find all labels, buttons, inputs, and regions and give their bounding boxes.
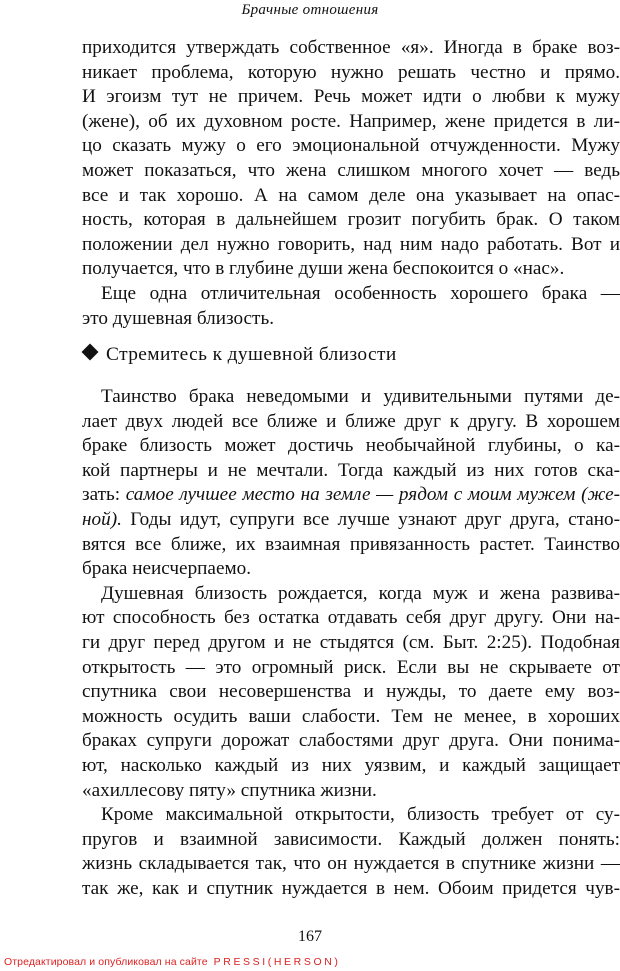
text-line: [82, 508, 620, 533]
text-line: спутника свои несовершенства и нужды, то даете ему воз-: [82, 681, 620, 703]
text-line: ют способность без остатка отдавать себя друг другу. Они на-: [82, 607, 620, 629]
italic-quote: самое лучшее место на земле — рядом с моим мужем (же-: [125, 484, 620, 506]
page-number: 167: [298, 928, 322, 945]
section-heading-text: Стремитесь к душевной близости: [106, 344, 397, 365]
text-line: И эгоизм тут не причем. Речь может идти о любви к мужу: [82, 86, 620, 108]
text-line: «ахиллесову пяту» спутника жизни.: [82, 779, 377, 801]
paragraph: [82, 282, 620, 331]
text-line: вятся все ближе, их взаимная привязанность растет. Таинство: [82, 533, 620, 555]
paragraph: [82, 36, 620, 282]
paragraph: [82, 803, 620, 901]
text-line: ги друг перед другом и не стыдятся (см. Быт. 2:25). Подобная: [82, 631, 620, 653]
text-line: может показаться, что жена слишком многого хочет — ведь: [82, 159, 620, 181]
credit-text: Отредактировал и опубликовал на сайте: [4, 956, 208, 968]
text-line: браках супруги дорожат слабостями друг друга. Они понима-: [82, 730, 620, 752]
text-line: можность осудить ваши слабости. Тем не менее, в хороших: [82, 705, 620, 727]
site-name: PRESSI(HERSON): [213, 956, 341, 968]
text-line: положении дел нужно говорить, над ним надо работать. Вот и: [82, 233, 620, 255]
text-line: цо сказать мужу о его эмоциональной отчужденности. Мужу: [82, 135, 620, 157]
text-line: Таинство брака неведомыми и удивительными путями де-: [101, 386, 620, 407]
text-line: так же, как и спутник нуждается в нем. Обоим придется чув-: [82, 877, 620, 899]
text-line: браке близость может достичь необычайной глубины, о ка-: [82, 435, 620, 457]
body-text-top: [82, 36, 620, 331]
footer-credit: [4, 956, 341, 968]
text-line: (жене), об их духовном росте. Например, жене придется в ли-: [82, 110, 620, 132]
text-line: никает проблема, которую нужно решать честно и прямо.: [82, 61, 620, 83]
text-fragment: Годы идут, супруги все лучше узнают друг друга, стано-: [121, 508, 620, 530]
text-line: ность, которая в дальнейшем грозит погубить брак. О таком: [82, 209, 620, 231]
text-line: Душевная близость рождается, когда муж и жена развива-: [101, 582, 620, 604]
diamond-bullet-icon: [82, 344, 99, 361]
section-heading: [84, 342, 397, 368]
italic-quote: ной).: [82, 508, 122, 530]
text-line: ют, насколько каждый из них уязвим, и каждый защищает: [82, 754, 620, 776]
body-text-bottom: [82, 385, 620, 901]
text-line: [82, 483, 620, 508]
running-title: Брачные отношения: [241, 2, 379, 18]
text-line: Еще одна отличительная особенность хорошего брака —: [101, 282, 620, 304]
paragraph: [82, 385, 620, 582]
text-fragment: зать:: [82, 484, 126, 506]
text-line: получается, что в глубине души жена беспокоится о «нас».: [82, 258, 565, 280]
text-line: Кроме максимальной открытости, близость требует от су-: [101, 804, 620, 826]
text-line: кой партнеры и не мечтали. Тогда каждый из них готов ска-: [82, 459, 620, 481]
text-line: пругов и взаимной зависимости. Каждый должен понять:: [82, 828, 620, 850]
text-line: брака неисчерпаемо.: [82, 558, 251, 580]
text-line: все и так хорошо. А на самом деле она указывает на опас-: [82, 184, 620, 206]
text-line: лает двух людей все ближе и ближе друг к другу. В хорошем: [82, 410, 620, 432]
text-line: это душевная близость.: [82, 307, 274, 329]
text-line: открытость — это огромный риск. Если вы не скрываете от: [82, 656, 620, 678]
paragraph: [82, 582, 620, 803]
text-line: приходится утверждать собственное «я». Иногда в браке воз-: [82, 37, 620, 58]
text-line: жизнь складывается так, что он нуждается в спутнике жизни —: [82, 853, 620, 875]
